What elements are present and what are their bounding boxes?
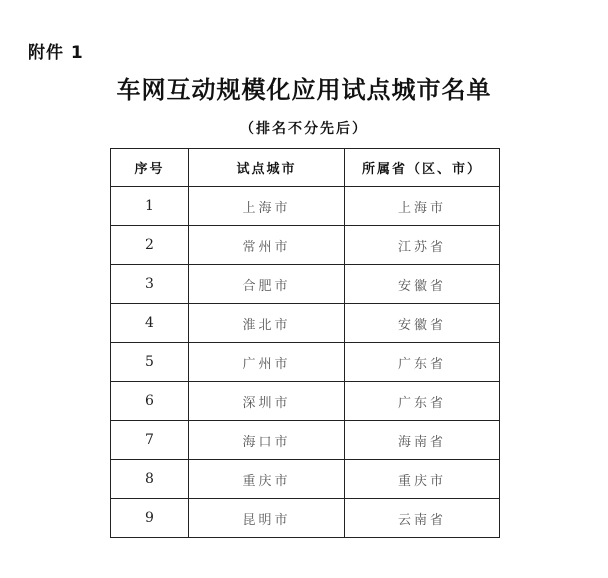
row-province: 广东省 xyxy=(345,343,500,382)
row-province: 云南省 xyxy=(345,499,500,538)
table-row xyxy=(111,421,500,460)
row-province: 重庆市 xyxy=(345,460,500,499)
row-number: 5 xyxy=(111,343,189,382)
table-row xyxy=(111,265,500,304)
table-row xyxy=(111,226,500,265)
row-city: 昆明市 xyxy=(189,499,345,538)
row-city: 淮北市 xyxy=(189,304,345,343)
row-number: 6 xyxy=(111,382,189,421)
row-province: 广东省 xyxy=(345,382,500,421)
row-province: 江苏省 xyxy=(345,226,500,265)
row-city: 常州市 xyxy=(189,226,345,265)
row-province: 上海市 xyxy=(345,187,500,226)
row-number: 1 xyxy=(111,187,189,226)
row-city: 合肥市 xyxy=(189,265,345,304)
row-province: 安徽省 xyxy=(345,304,500,343)
table-row xyxy=(111,499,500,538)
table-header-row xyxy=(111,149,500,187)
row-number: 7 xyxy=(111,421,189,460)
table-row xyxy=(111,304,500,343)
table-row xyxy=(111,187,500,226)
row-number: 9 xyxy=(111,499,189,538)
row-city: 广州市 xyxy=(189,343,345,382)
row-number: 4 xyxy=(111,304,189,343)
row-city: 海口市 xyxy=(189,421,345,460)
pilot-city-table xyxy=(110,148,500,538)
row-city: 重庆市 xyxy=(189,460,345,499)
row-number: 2 xyxy=(111,226,189,265)
attachment-label: 附件 1 xyxy=(28,43,84,63)
row-city: 上海市 xyxy=(189,187,345,226)
column-header-city: 试点城市 xyxy=(189,149,345,187)
document-title: 车网互动规模化应用试点城市名单 xyxy=(116,75,492,104)
row-number: 8 xyxy=(111,460,189,499)
row-province: 安徽省 xyxy=(345,265,500,304)
row-number: 3 xyxy=(111,265,189,304)
table-row xyxy=(111,460,500,499)
row-province: 海南省 xyxy=(345,421,500,460)
column-header-number: 序号 xyxy=(111,149,189,187)
row-city: 深圳市 xyxy=(189,382,345,421)
table-row xyxy=(111,382,500,421)
table-row xyxy=(111,343,500,382)
document-subtitle: （排名不分先后） xyxy=(240,121,368,137)
column-header-province: 所属省（区、市） xyxy=(345,149,500,187)
